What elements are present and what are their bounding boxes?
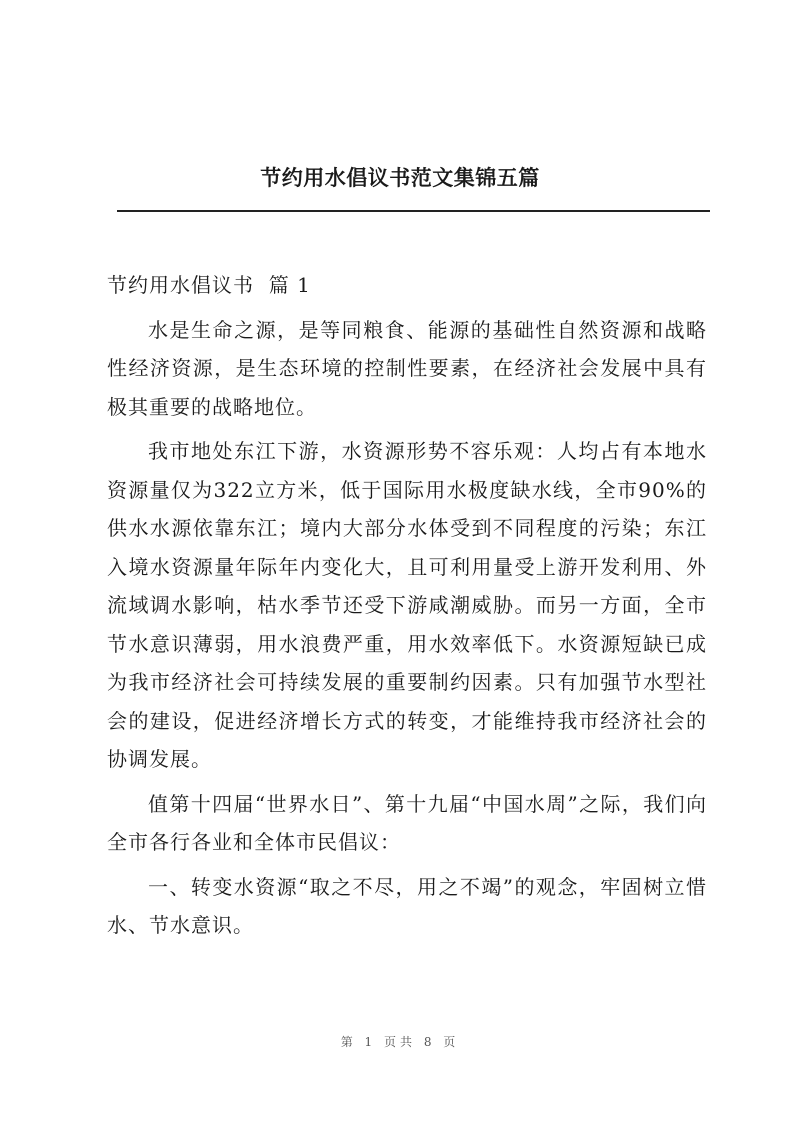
page-title: 节约用水倡议书范文集锦五篇: [260, 166, 540, 190]
paragraph: 我市地处东江下游，水资源形势不容乐观：人均占有本地水资源量仅为322立方米，低于国际用水极度缺水线，全市90%的供水水源依靠东江；境内大部分水体受到不同程度的污染；东江入境水资源量年际年内变化大，且可利用量受上游开发利用、外流域调水影响，枯水季节还受下游咸潮威胁。而另一方面，全市节水意识薄弱，用水浪费严重，用水效率低下。水资源短缺已成为我市经济社会可持续发展的重要制约因素。只有加强节水型社会的建设，促进经济增长方式的转变，才能维持我市经济社会的协调发展。: [107, 439, 707, 771]
paragraph: 值第十四届“世界水日”、第十九届“中国水周”之际，我们向全市各行各业和全体市民倡议：: [107, 791, 707, 854]
section-heading: 节约用水倡议书 篇 1: [107, 273, 311, 297]
paragraph: 一、转变水资源“取之不尽，用之不竭”的观念，牢固树立惜水、节水意识。: [107, 874, 707, 937]
page-footer: 第 1 页共 8 页: [340, 1035, 460, 1049]
document-body: [107, 266, 707, 951]
title-divider: [117, 210, 710, 212]
paragraph: 水是生命之源，是等同粮食、能源的基础性自然资源和战略性经济资源，是生态环境的控制性要素，在经济社会发展中具有极其重要的战略地位。: [107, 317, 707, 419]
